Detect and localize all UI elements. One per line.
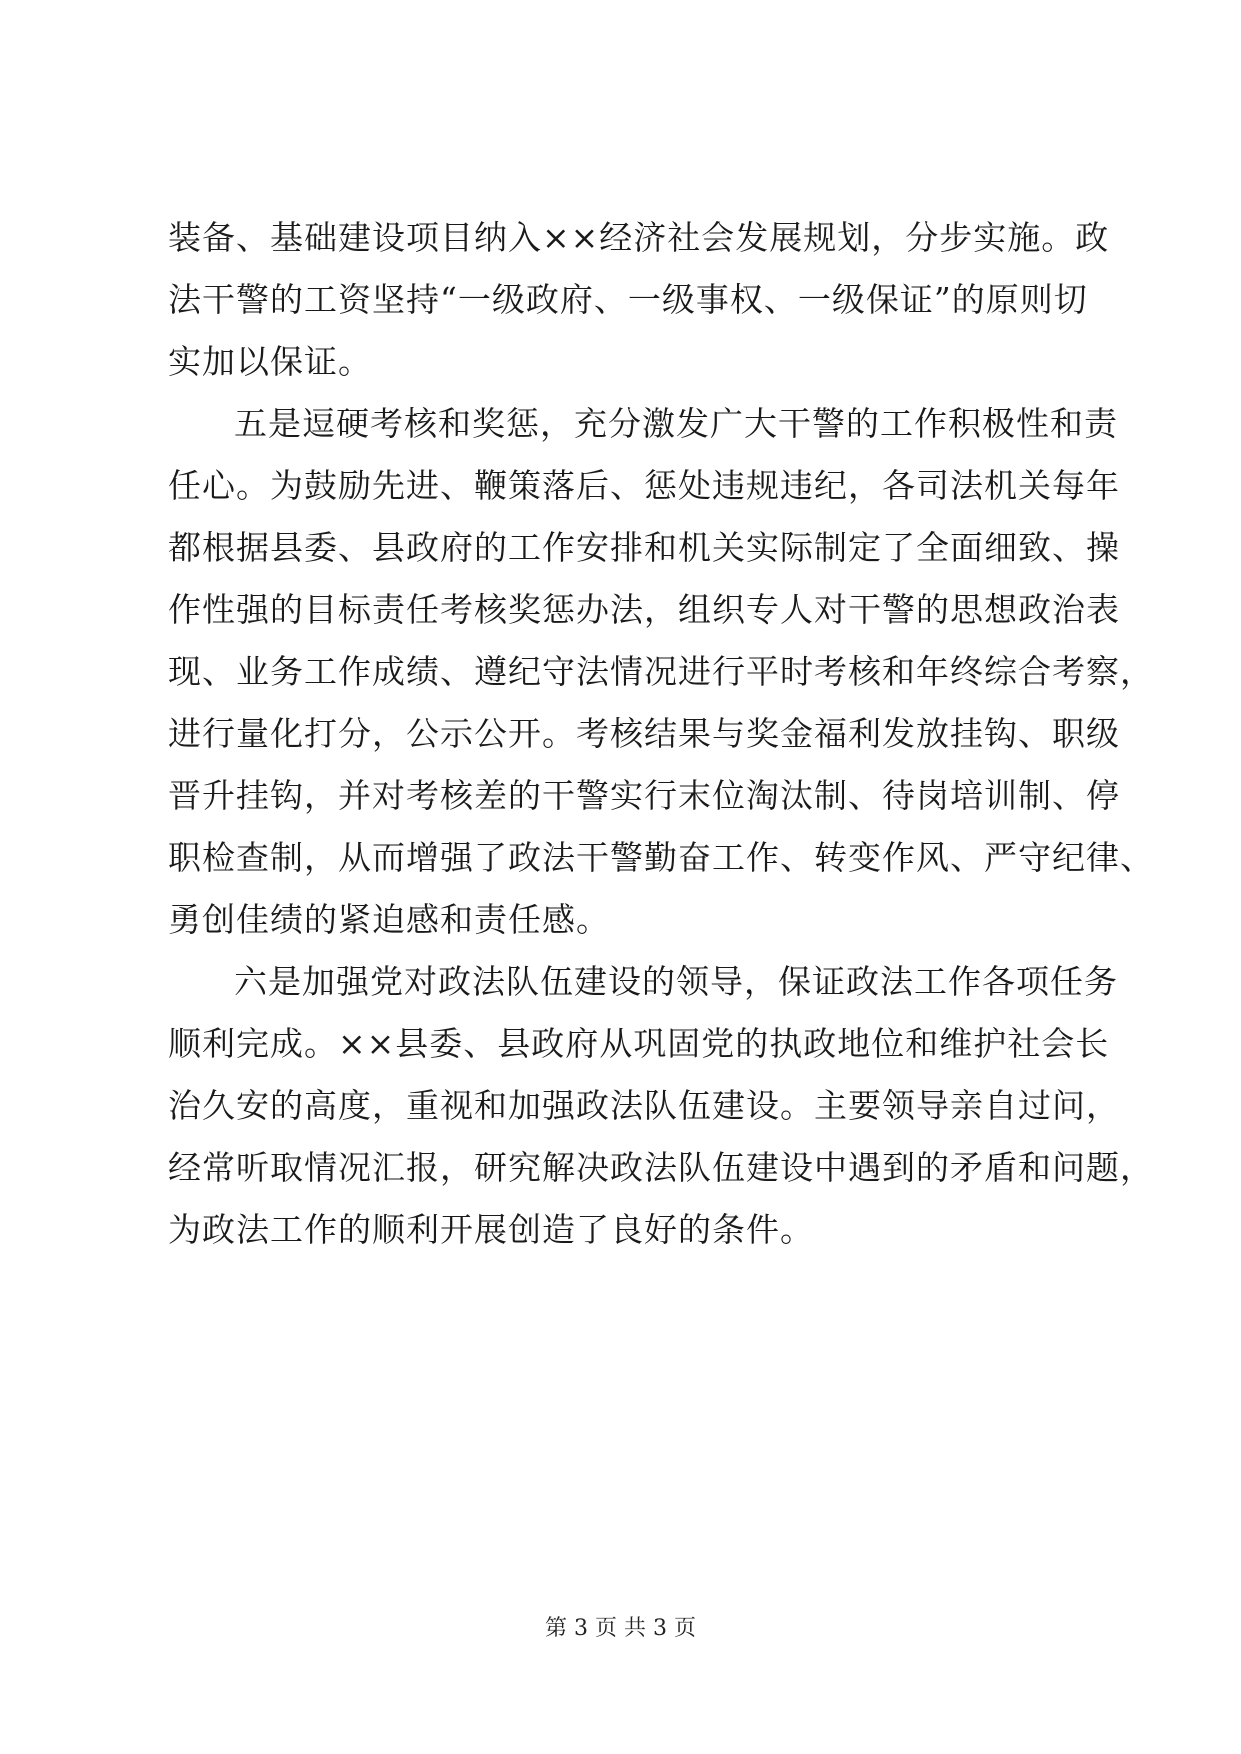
text-line: 顺利完成。××县委、县政府从巩固党的执政地位和维护社会长 (168, 1024, 1110, 1063)
text-line: 任心。为鼓励先进、鞭策落后、惩处违规违纪，各司法机关每年 (168, 466, 1120, 505)
text-line: 勇创佳绩的紧迫感和责任感。 (168, 900, 610, 939)
paragraph-start-line: 五是逗硬考核和奖惩，充分激发广大干警的工作积极性和责 (234, 404, 1118, 443)
text-line: 现、业务工作成绩、遵纪守法情况进行平时考核和年终综合考察， (168, 652, 1154, 691)
text-line: 进行量化打分，公示公开。考核结果与奖金福利发放挂钩、职级 (168, 714, 1120, 753)
text-line: 经常听取情况汇报，研究解决政法队伍建设中遇到的矛盾和问题， (168, 1148, 1154, 1187)
text-line: 治久安的高度，重视和加强政法队伍建设。主要领导亲自过问， (168, 1086, 1120, 1125)
paragraph-start-line: 六是加强党对政法队伍建设的领导，保证政法工作各项任务 (234, 962, 1118, 1001)
text-line: 都根据县委、县政府的工作安排和机关实际制定了全面细致、操 (168, 528, 1120, 567)
text-line: 作性强的目标责任考核奖惩办法，组织专人对干警的思想政治表 (168, 590, 1120, 629)
text-line: 实加以保证。 (168, 342, 372, 381)
page-number-footer: 第 3 页 共 3 页 (545, 1616, 696, 1641)
text-line: 晋升挂钩，并对考核差的干警实行末位淘汰制、待岗培训制、停 (168, 776, 1120, 815)
text-line: 法干警的工资坚持“一级政府、一级事权、一级保证”的原则切 (168, 280, 1088, 319)
text-line: 为政法工作的顺利开展创造了良好的条件。 (168, 1210, 814, 1249)
text-line: 装备、基础建设项目纳入××经济社会发展规划，分步实施。政 (168, 218, 1110, 257)
text-line: 职检查制，从而增强了政法干警勤奋工作、转变作风、严守纪律、 (168, 838, 1154, 877)
